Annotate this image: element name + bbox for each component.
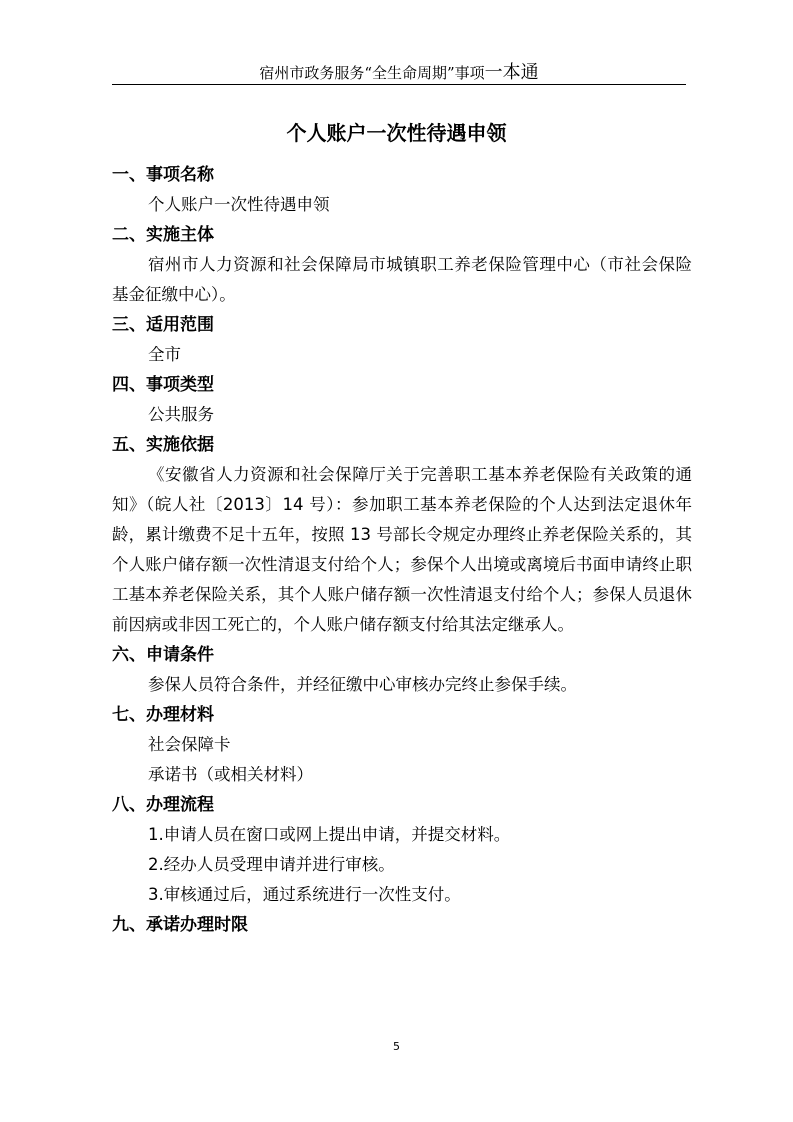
- section-heading: 八、办理流程: [112, 795, 214, 815]
- section-process: [112, 790, 692, 910]
- section-line: 社会保障卡: [148, 735, 231, 754]
- section-line: 2.经办人员受理申请并进行审核。: [148, 855, 395, 874]
- section-line: 承诺书（或相关材料）: [148, 765, 313, 784]
- header-text: [259, 64, 538, 82]
- header-text-tail: 一本通: [484, 62, 539, 83]
- section-paragraph: 宿州市人力资源和社会保障局市城镇职工养老保险管理中心（市社会保险基金征缴中心）。: [112, 255, 692, 304]
- document-title: 个人账户一次性待遇申领: [286, 121, 507, 145]
- section-line: 公共服务: [148, 405, 214, 424]
- page-header: [112, 58, 686, 84]
- section-heading: 九、承诺办理时限: [112, 915, 248, 935]
- section-implementing-body: [112, 220, 692, 310]
- section-heading: 二、实施主体: [112, 225, 214, 245]
- section-heading: 三、适用范围: [112, 315, 214, 335]
- page-number: 5: [393, 1040, 400, 1053]
- section-line: 全市: [148, 345, 181, 364]
- section-materials: [112, 700, 692, 790]
- section-heading: 四、事项类型: [112, 375, 214, 395]
- section-line: 3.审核通过后，通过系统进行一次性支付。: [148, 885, 461, 904]
- section-time-limit: [112, 910, 692, 940]
- section-heading: 一、事项名称: [112, 165, 214, 185]
- section-heading: 六、申请条件: [112, 645, 214, 665]
- section-line: 参保人员符合条件，并经征缴中心审核办完终止参保手续。: [148, 675, 577, 694]
- section-line: 个人账户一次性待遇申领: [148, 195, 330, 214]
- section-scope: [112, 310, 692, 370]
- section-heading: 七、办理材料: [112, 705, 214, 725]
- section-heading: 五、实施依据: [112, 435, 214, 455]
- section-conditions: [112, 640, 692, 700]
- section-line: 1.申请人员在窗口或网上提出申请，并提交材料。: [148, 825, 511, 844]
- document-body: [112, 160, 692, 940]
- section-item-type: [112, 370, 692, 430]
- header-text-main: 宿州市政务服务“全生命周期”事项: [259, 64, 485, 82]
- section-item-name: [112, 160, 692, 220]
- section-paragraph: 《安徽省人力资源和社会保障厅关于完善职工基本养老保险有关政策的通知》（皖人社〔2013〕14 号）：参加职工基本养老保险的个人达到法定退休年龄，累计缴费不足十五年，按照 13 号部长令规定办理终止养老保险关系的，其个人账户储存额一次性清退支付给个人；参保个人出境或离境后书面申请终止职工基本养老保险关系，其个人账户储存额一次性清退支付给个人；参保人员退休前因病或非因工死亡的，个人账户储存额支付给其法定继承人。: [112, 465, 692, 634]
- header-rule: [112, 84, 686, 85]
- section-legal-basis: [112, 430, 692, 640]
